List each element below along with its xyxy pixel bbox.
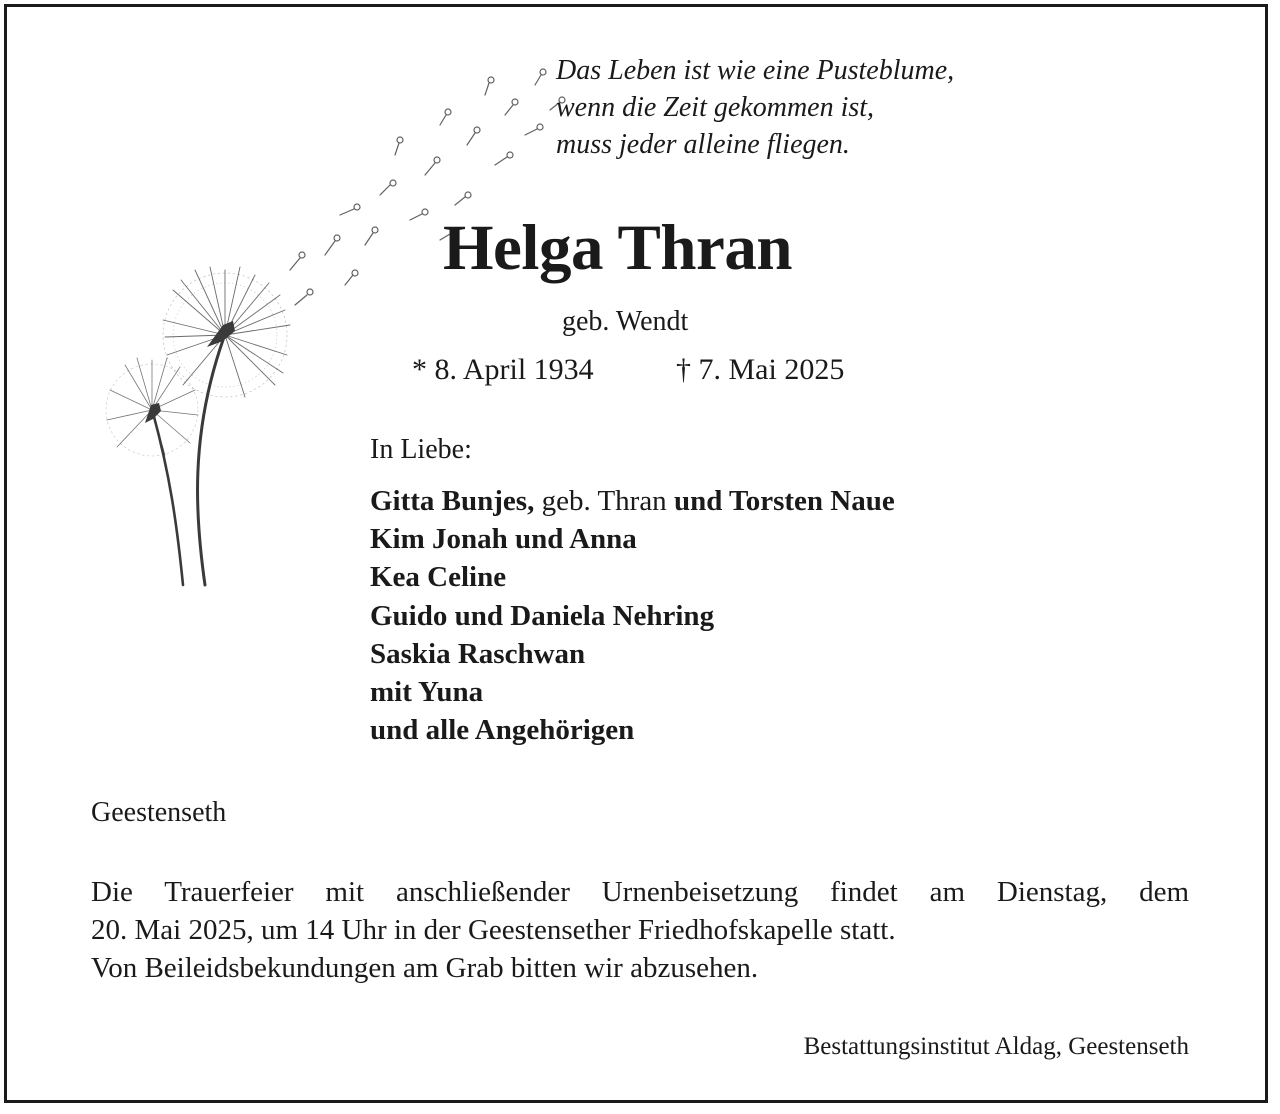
mourner-name: Gitta Bunjes, [370,485,535,517]
funeral-notice [91,873,1189,987]
birth-date: * 8. April 1934 [412,353,594,386]
dandelion-icon [106,267,290,585]
notice-line-2: 20. Mai 2025, um 14 Uhr in der Geestensether Friedhofskapelle statt. [91,914,896,946]
deceased-name: Helga Thran [443,212,793,284]
mourner-line: und alle Angehörigen [370,714,635,747]
epigraph-quote [556,52,954,163]
mourner-line: mit Yuna [370,676,484,709]
mourner-line: Kim Jonah und Anna [370,523,637,556]
mourner-maiden-name: geb. Thran [534,485,674,517]
quote-line-1: Das Leben ist wie eine Pusteblume, [556,55,955,86]
undertaker-credit: Bestattungsinstitut Aldag, Geestenseth [803,1033,1189,1060]
mourner-partner: und Torsten Naue [673,485,895,517]
notice-line-1: Die Trauerfeier mit anschließender Urnenbeisetzung findet am Dienstag, dem [91,876,1189,908]
quote-line-2: wenn die Zeit gekommen ist, [556,92,875,123]
mourner-line: Saskia Raschwan [370,637,586,670]
maiden-name: geb. Wendt [562,306,689,337]
quote-line-3: muss jeder alleine fliegen. [556,129,850,160]
mourners-list [370,482,895,749]
mourner-line [370,482,895,520]
death-date: † 7. Mai 2025 [676,353,845,386]
mourner-line: Kea Celine [370,561,507,594]
mourner-line: Guido und Daniela Nehring [370,599,715,632]
place-name: Geestenseth [91,797,227,828]
mourners-intro: In Liebe: [370,434,472,465]
notice-line-3: Von Beileidsbekundungen am Grab bitten wir abzusehen. [91,952,759,984]
